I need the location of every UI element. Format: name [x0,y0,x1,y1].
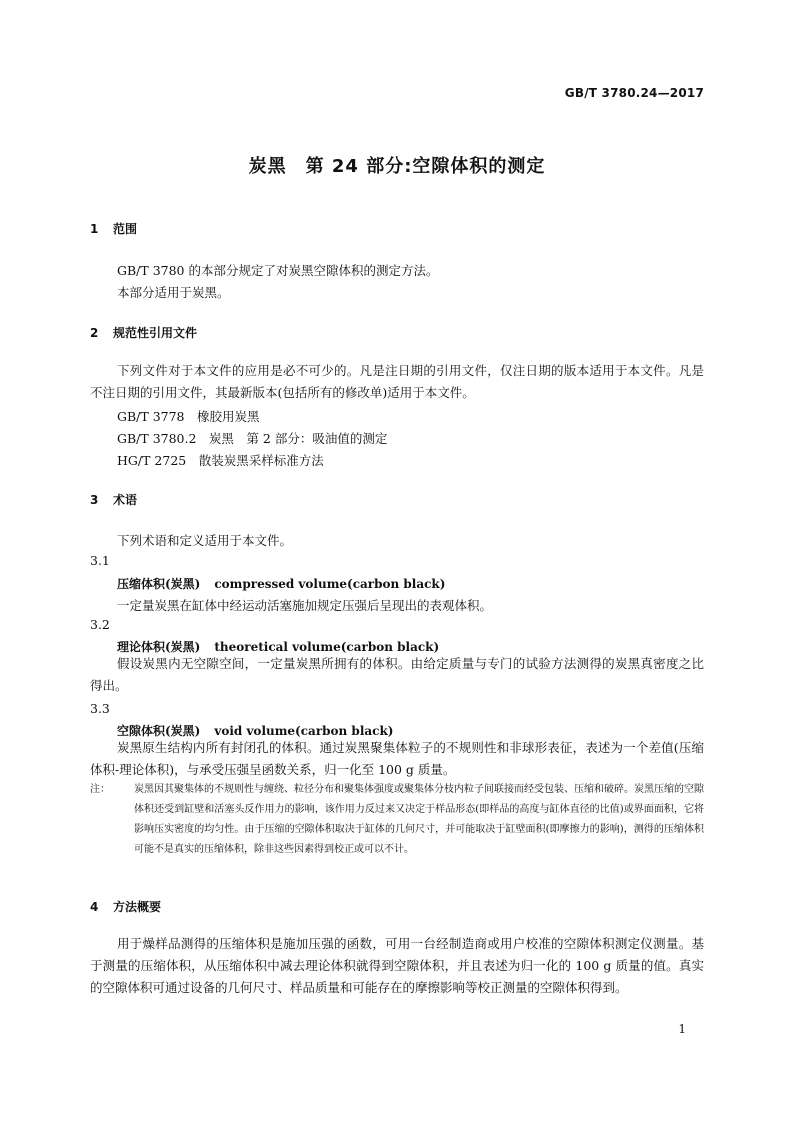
reference-item: HG/T 2725 散装炭黑采样标准方法 [117,453,324,468]
reference-item: GB/T 3778 橡胶用炭黑 [117,409,260,424]
terms-intro: 下列术语和定义适用于本文件。 [117,533,293,548]
section-2-heading [90,324,197,341]
term-number: 3.2 [90,617,110,632]
term-number: 3.3 [90,701,110,716]
section-1-heading [90,220,137,237]
term-zh: 空隙体积(炭黑) [117,724,201,738]
term-definition: 假设炭黑内无空隙空间，一定量炭黑所拥有的体积。由给定质量与专门的试验方法测得的炭黑真密度之比得出。 [90,656,704,693]
section-title: 规范性引用文件 [113,326,198,340]
term-note [90,780,704,860]
term-en: compressed volume(carbon black) [214,577,446,591]
scope-line-1: GB/T 3780 的本部分规定了对炭黑空隙体积的测定方法。 [117,263,439,278]
references-intro: 下列文件对于本文件的应用是必不可少的。凡是注日期的引用文件，仅注日期的版本适用于本文件。凡是不注日期的引用文件，其最新版本(包括所有的修改单)适用于本文件。 [90,363,704,400]
section-number: 1 [90,222,99,236]
term-en: theoretical volume(carbon black) [214,640,440,654]
term-number: 3.1 [90,553,110,568]
section-4-heading [90,898,161,915]
document-title: 炭黑 第 24 部分:空隙体积的测定 [248,156,546,177]
method-summary: 用于燥样品测得的压缩体积是施加压强的函数，可用一台经制造商或用户校准的空隙体积测定仪测量。基于测量的压缩体积，从压缩体积中减去理论体积就得到空隙体积，并且表述为归一化的 100 g 质量的值。真实的空隙体积可通过设备的几何尺寸、样品质量和可能存在的摩擦影响等校正测量的空隙体积得到。 [90,936,704,995]
section-title: 方法概要 [113,900,162,914]
section-title: 范围 [113,222,138,236]
term-definition: 炭黑原生结构内所有封闭孔的体积。通过炭黑聚集体粒子的不规则性和非球形表征，表述为一个差值(压缩体积-理论体积)，与承受压强呈函数关系，归一化至 100 g 质量。 [90,740,704,777]
standard-code: GB/T 3780.24—2017 [564,86,704,100]
note-text: 炭黑因其聚集体的不规则性与缠绕、粒径分布和聚集体强度或聚集体分枝内粒子间联接而经受包装、压缩和破碎。炭黑压缩的空隙体积还受到缸壁和活塞头反作用力的影响，该作用力反过来又决定于样品形态(即样品的高度与缸体直径的比值)或界面面积，它将影响压实密度的均匀性。由于压缩的空隙体积取决于缸体的几何尺寸，并可能取决于缸壁面积(即摩擦力的影响)，测得的压缩体积可能不是真实的压缩体积，除非这些因素得到校正或可以不计。 [134,784,704,855]
section-number: 2 [90,326,99,340]
section-number: 4 [90,900,99,914]
section-number: 3 [90,493,99,507]
note-label: 注： [90,784,110,795]
term-definition: 一定量炭黑在缸体中经运动活塞施加规定压强后呈现出的表观体积。 [117,598,493,613]
section-title: 术语 [113,493,138,507]
page-number: 1 [678,1022,686,1036]
term-heading [117,575,445,592]
term-zh: 理论体积(炭黑) [117,640,201,654]
term-en: void volume(carbon black) [214,724,394,738]
scope-line-2: 本部分适用于炭黑。 [117,285,230,300]
section-3-heading [90,491,137,508]
term-zh: 压缩体积(炭黑) [117,577,201,591]
reference-item: GB/T 3780.2 炭黑 第 2 部分：吸油值的测定 [117,431,388,446]
